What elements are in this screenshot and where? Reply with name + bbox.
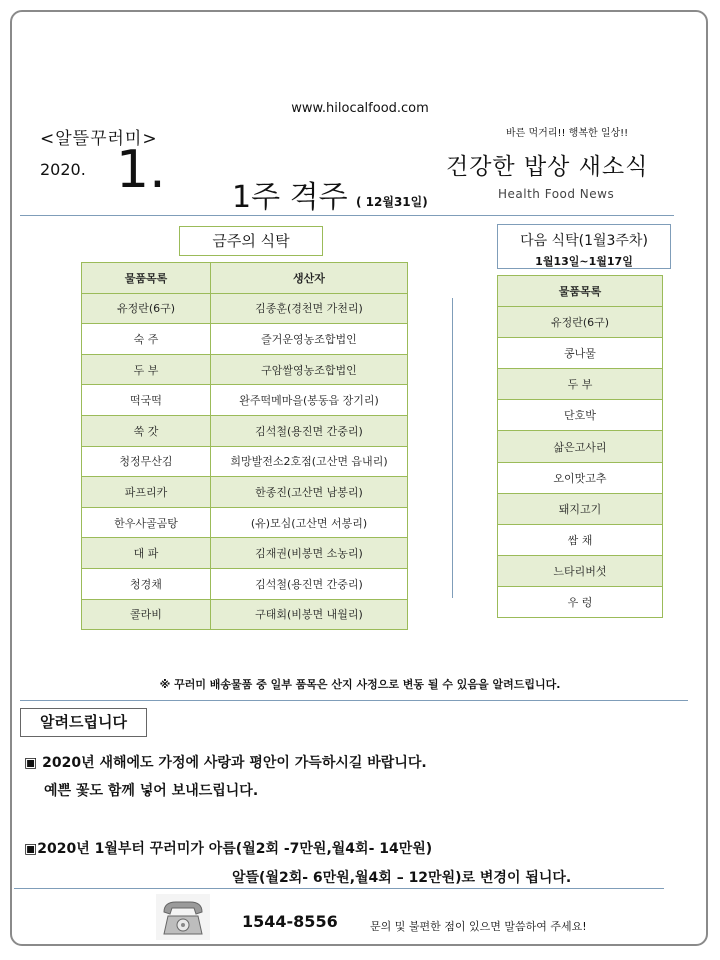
producer-cell: 김석철(용진면 간중리) xyxy=(211,415,408,446)
item-cell: 대 파 xyxy=(82,538,211,569)
announcement-title: 알려드립니다 xyxy=(20,708,147,737)
table-row xyxy=(82,293,408,324)
table-row xyxy=(498,431,663,462)
issue-year: 2020. xyxy=(40,160,86,179)
table-row xyxy=(498,586,663,617)
item-cell: 쑥 갓 xyxy=(82,415,211,446)
telephone-icon xyxy=(156,894,210,940)
item-cell: 단호박 xyxy=(498,400,663,431)
item-cell: 콜라비 xyxy=(82,599,211,630)
table-row xyxy=(498,555,663,586)
announcement-line: 알뜰(월2회- 6만원,월4회 – 12만원)로 변경이 됩니다. xyxy=(232,870,572,886)
item-cell: 파프리카 xyxy=(82,477,211,508)
producer-cell: 한종진(고산면 남봉리) xyxy=(211,477,408,508)
issue-date: ( 12월31일) xyxy=(356,195,428,209)
producer-cell: 즐거운영농조합법인 xyxy=(211,324,408,355)
announcement-line: ▣ 2020년 새해에도 가정에 사랑과 평안이 가득하시길 바랍니다. xyxy=(24,755,427,771)
table-row xyxy=(82,385,408,416)
producer-cell: 김석철(용진면 간중리) xyxy=(211,568,408,599)
next-week-date: 1월13일~1월17일 xyxy=(535,255,633,268)
item-cell: 유정란(6구) xyxy=(82,293,211,324)
announcement-line: ▣2020년 1월부터 꾸러미가 아름(월2회 -7만원,월4회- 14만원) xyxy=(24,841,433,857)
table-row xyxy=(82,446,408,477)
item-cell: 두 부 xyxy=(82,354,211,385)
issue-week: 1주 격주 xyxy=(232,180,348,215)
table-row xyxy=(82,324,408,355)
table-row xyxy=(498,338,663,369)
footer-divider xyxy=(14,888,664,889)
table-row xyxy=(498,493,663,524)
column-header-producer: 생산자 xyxy=(211,263,408,294)
item-cell: 돼지고기 xyxy=(498,493,663,524)
producer-cell: (유)모심(고산면 서봉리) xyxy=(211,507,408,538)
slogan: 바른 먹거리!! 행복한 일상!! xyxy=(506,128,629,139)
table-row xyxy=(82,354,408,385)
producer-cell: 김종훈(경천면 가천리) xyxy=(211,293,408,324)
table-row xyxy=(82,599,408,630)
table-row xyxy=(498,369,663,400)
item-cell: 콩나물 xyxy=(498,338,663,369)
table-row xyxy=(498,524,663,555)
brand-name: <알뜰꾸러미> xyxy=(40,129,158,149)
item-cell: 느타리버섯 xyxy=(498,555,663,586)
item-cell: 두 부 xyxy=(498,369,663,400)
issue-month: 1. xyxy=(116,140,166,200)
table-row xyxy=(82,538,408,569)
column-header-items: 물품목록 xyxy=(82,263,211,294)
item-cell: 우 렁 xyxy=(498,586,663,617)
next-week-table xyxy=(497,275,663,618)
item-cell: 한우사골곰탕 xyxy=(82,507,211,538)
item-cell: 떡국떡 xyxy=(82,385,211,416)
table-row xyxy=(82,568,408,599)
producer-cell: 김재권(비봉면 소농리) xyxy=(211,538,408,569)
this-week-table xyxy=(81,262,408,630)
phone-number[interactable]: 1544-8556 xyxy=(242,912,338,931)
news-subtitle: Health Food News xyxy=(498,187,615,201)
producer-cell: 완주떡메마을(봉동읍 장기리) xyxy=(211,385,408,416)
item-cell: 유정란(6구) xyxy=(498,307,663,338)
news-title: 건강한 밥상 새소식 xyxy=(446,154,649,180)
next-week-header xyxy=(497,224,671,269)
contact-message: 문의 및 불편한 점이 있으면 말씀하여 주세요! xyxy=(370,920,587,933)
producer-cell: 구태회(비봉면 내월리) xyxy=(211,599,408,630)
producer-cell: 구암쌀영농조합법인 xyxy=(211,354,408,385)
table-row xyxy=(82,477,408,508)
table-row xyxy=(498,307,663,338)
item-cell: 숙 주 xyxy=(82,324,211,355)
this-week-title: 금주의 식탁 xyxy=(179,226,323,256)
item-cell: 삶은고사리 xyxy=(498,431,663,462)
table-row xyxy=(82,507,408,538)
item-cell: 청정무산김 xyxy=(82,446,211,477)
announcement-line: 예쁜 꽃도 함께 넣어 보내드립니다. xyxy=(44,783,259,799)
section-divider xyxy=(20,700,688,701)
substitution-notice: ※ 꾸러미 배송물품 중 일부 품목은 산지 사정으로 변동 될 수 있음을 알려드립니다. xyxy=(159,678,561,691)
table-row xyxy=(82,415,408,446)
website-url[interactable]: www.hilocalfood.com xyxy=(291,101,429,116)
item-cell: 오이맛고추 xyxy=(498,462,663,493)
table-row xyxy=(498,400,663,431)
header-divider xyxy=(20,215,674,216)
producer-cell: 희망발전소2호점(고산면 읍내리) xyxy=(211,446,408,477)
item-cell: 쌈 채 xyxy=(498,524,663,555)
column-header-items: 물품목록 xyxy=(498,276,663,307)
table-row xyxy=(498,462,663,493)
column-divider xyxy=(452,298,453,598)
item-cell: 청경채 xyxy=(82,568,211,599)
next-week-title: 다음 식탁(1월3주차) xyxy=(520,233,648,249)
